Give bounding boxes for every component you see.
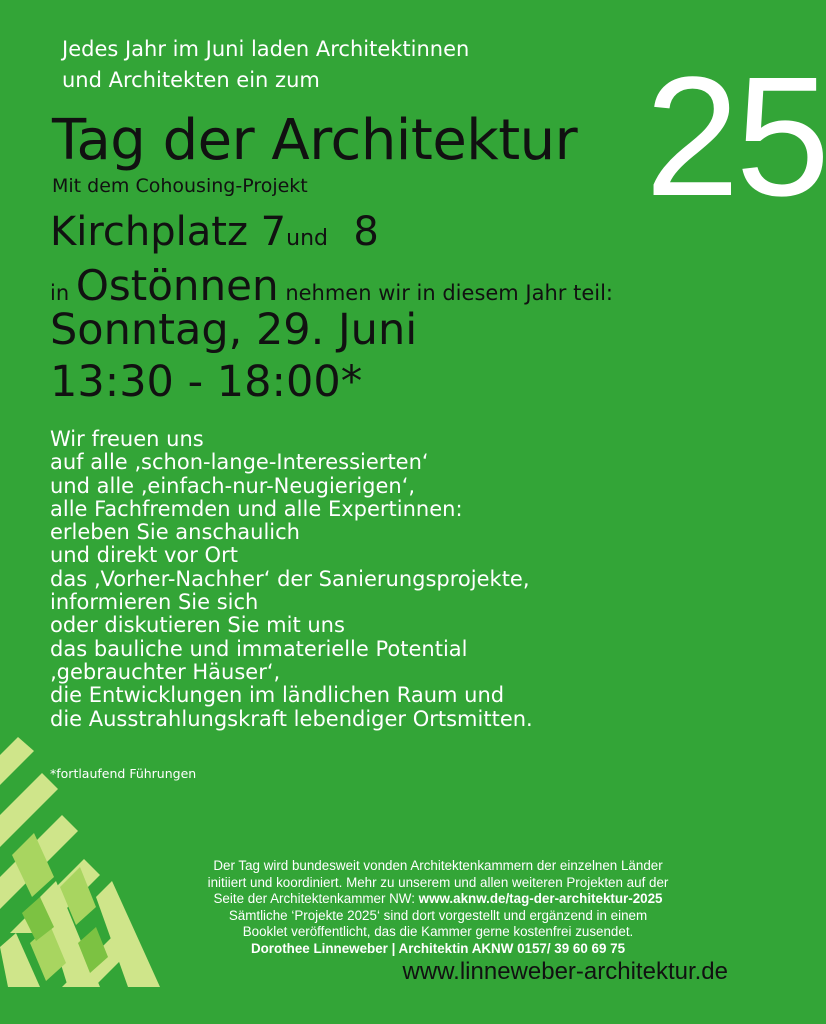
body-line: die Ausstrahlungskraft lebendiger Ortsmitten. bbox=[50, 706, 533, 731]
event-title: Tag der Architektur bbox=[52, 108, 578, 173]
contact-text: Dorothee Linneweber | Architektin AKNW 0157/ 39 60 69 75 bbox=[250, 940, 626, 956]
event-time: 13:30 - 18:00* bbox=[50, 357, 363, 407]
footer-line bbox=[148, 891, 728, 908]
footer-line: Der Tag wird bundesweit vonden Architektenkammern der einzelnen Länder bbox=[213, 858, 663, 873]
footer-text: Seite der Architektenkammer NW: bbox=[213, 891, 419, 906]
address-main: Kirchplatz 7 bbox=[50, 209, 287, 255]
footer-contact bbox=[148, 941, 728, 958]
body-line: ‚gebrauchter Häuser‘, bbox=[50, 659, 281, 684]
event-date: Sonntag, 29. Juni bbox=[50, 305, 418, 355]
address-und: und bbox=[286, 226, 328, 251]
body-line: auf alle ‚schon-lange-Interessierten‘ bbox=[50, 450, 429, 475]
aknw-link[interactable]: www.aknw.de/tag-der-architektur-2025 bbox=[418, 891, 663, 906]
body-line: alle Fachfremden und alle Expertinnen: bbox=[50, 496, 463, 521]
body-line: und direkt vor Ort bbox=[50, 543, 238, 568]
intro-line: und Architekten ein zum bbox=[62, 68, 320, 92]
triangle-lattice-graphic bbox=[0, 737, 170, 997]
footer-info bbox=[148, 858, 728, 957]
body-line: oder diskutieren Sie mit uns bbox=[50, 613, 345, 638]
location-pre: in bbox=[50, 281, 76, 305]
year-number: 25 bbox=[645, 42, 826, 232]
footer-line: Sämtliche ‘Projekte 2025‘ sind dort vorgestellt und ergänzend in einem bbox=[228, 907, 648, 923]
body-line: informieren Sie sich bbox=[50, 590, 259, 615]
address-number: 8 bbox=[353, 209, 379, 255]
body-line: die Entwicklungen im ländlichen Raum und bbox=[50, 683, 505, 708]
village-name: Ostönnen bbox=[75, 261, 279, 310]
website-link[interactable]: www.linneweber-architektur.de bbox=[402, 958, 728, 985]
intro-line: Jedes Jahr im Juni laden Architektinnen bbox=[62, 37, 470, 61]
body-line: das ‚Vorher-Nachher‘ der Sanierungsprojekte, bbox=[50, 566, 530, 591]
body-line: und alle ‚einfach-nur-Neugierigen‘, bbox=[50, 473, 416, 498]
invitation-body bbox=[50, 428, 533, 731]
project-subtitle: Mit dem Cohousing-Projekt bbox=[52, 175, 308, 197]
body-line: Wir freuen uns bbox=[50, 427, 204, 451]
location-post: nehmen wir in diesem Jahr teil: bbox=[278, 281, 614, 305]
footnote: *fortlaufend Führungen bbox=[50, 766, 197, 781]
body-line: das bauliche und immaterielle Potential bbox=[50, 636, 468, 661]
intro-text bbox=[62, 34, 469, 96]
body-line: erleben Sie anschaulich bbox=[50, 520, 300, 545]
footer-line: Booklet veröffentlicht, das die Kammer gerne kostenfrei zusendet. bbox=[242, 924, 634, 939]
footer-line: initiiert und koordiniert. Mehr zu unserem und allen weiteren Projekten auf der bbox=[207, 874, 669, 890]
